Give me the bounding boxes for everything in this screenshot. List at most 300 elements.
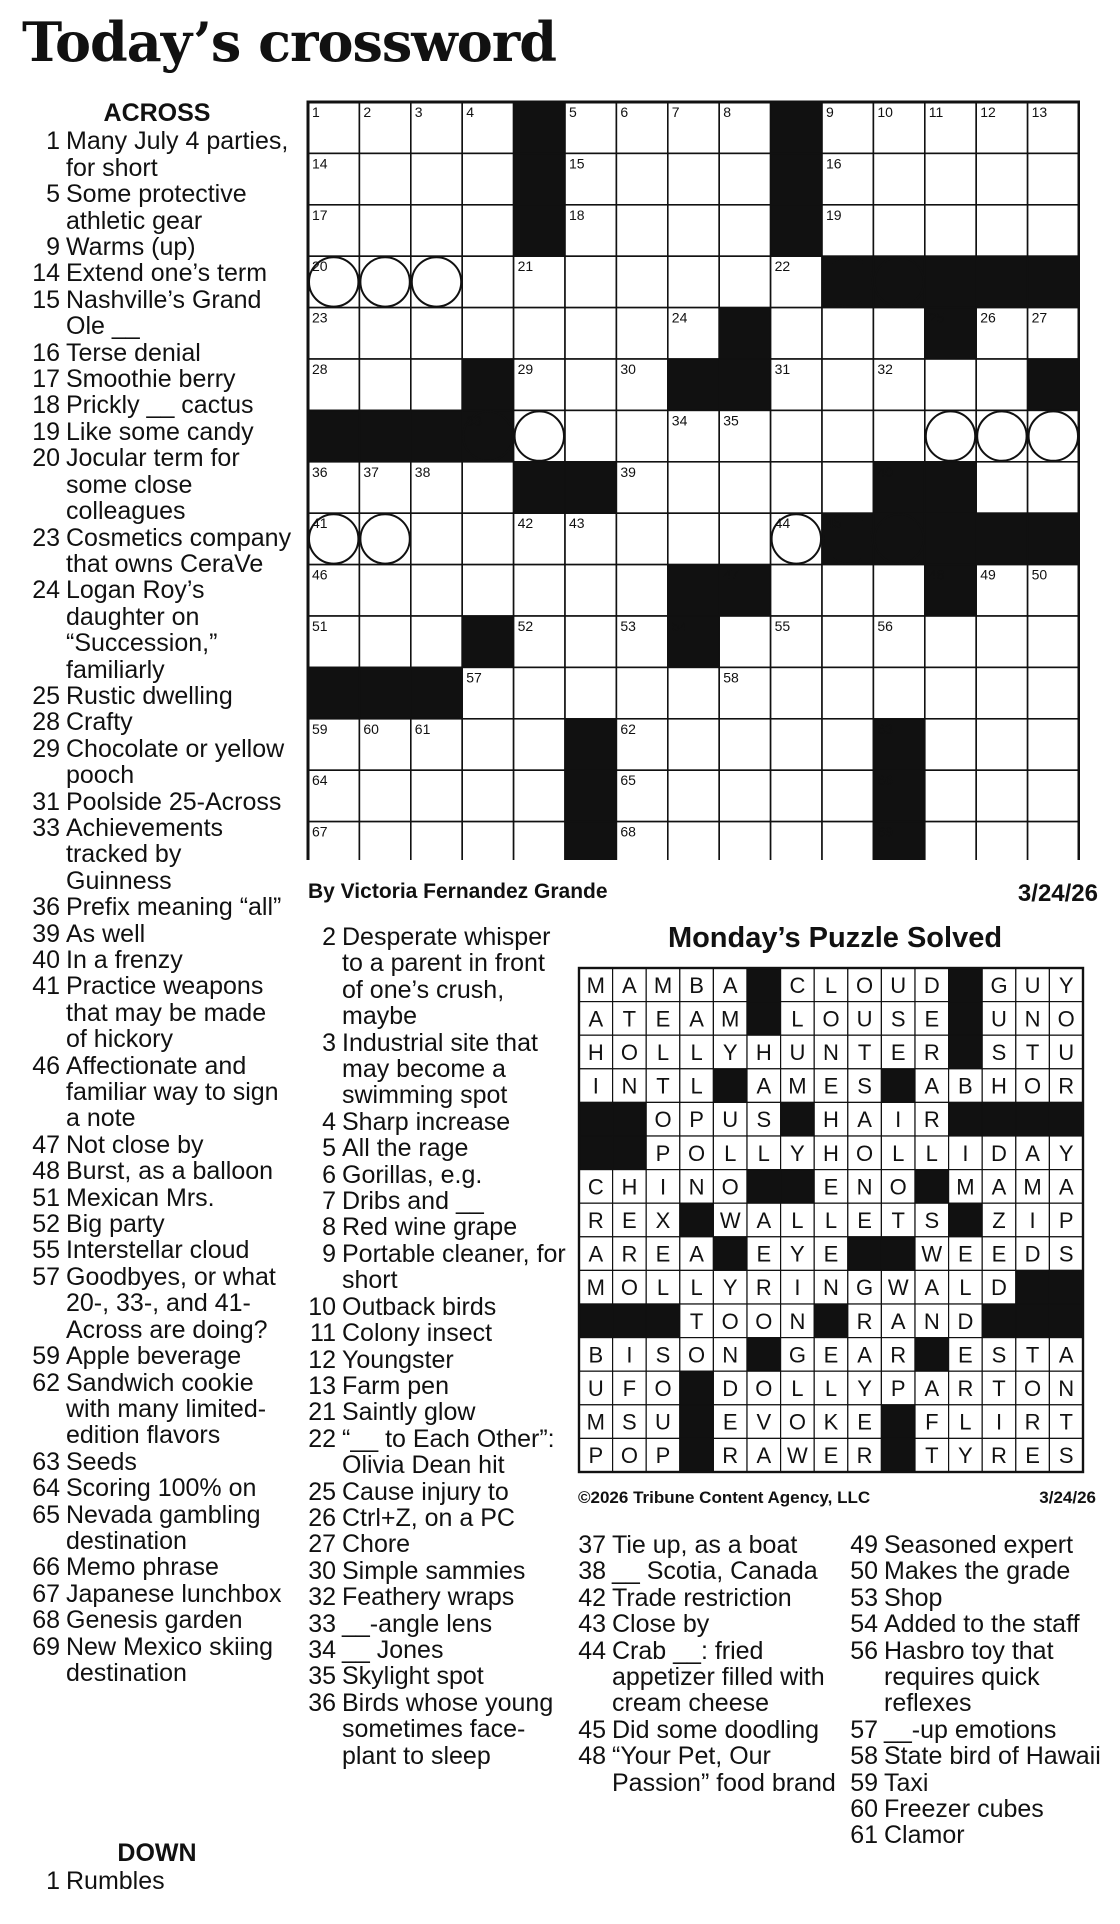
grid-cell[interactable] (925, 616, 976, 667)
grid-cell[interactable] (616, 513, 667, 564)
clue-item[interactable] (300, 1690, 570, 1769)
clue-item[interactable] (22, 1868, 292, 1894)
clue-text: Shop (884, 1583, 943, 1612)
grid-cell[interactable] (411, 616, 462, 667)
grid-cell[interactable] (719, 822, 770, 860)
grid-cell[interactable] (462, 719, 513, 770)
clue-text: Outback birds (342, 1292, 497, 1321)
grid-cell[interactable] (462, 462, 513, 513)
grid-cell[interactable] (462, 308, 513, 359)
cell-number: 60 (363, 720, 379, 737)
grid-cell[interactable] (514, 667, 565, 718)
solution-letter: O (654, 1107, 672, 1133)
clue-text: Skylight spot (342, 1662, 484, 1691)
clue-item[interactable] (300, 1109, 570, 1135)
clue-number: 46 (32, 1051, 60, 1080)
solution-letter: B (588, 1342, 604, 1368)
grid-cell[interactable] (976, 153, 1027, 204)
solution-letter: A (857, 1342, 872, 1368)
cell-number: 36 (312, 463, 328, 480)
solution-letter: S (991, 1342, 1007, 1368)
solution-black-square (915, 1170, 949, 1204)
solution-black-square (881, 1069, 915, 1103)
cell-number: 9 (826, 104, 834, 120)
clue-item[interactable] (22, 789, 292, 815)
clue-item[interactable] (842, 1558, 1112, 1584)
clue-text: Desperate whisper to a parent in front of one’s crush, maybe (342, 923, 551, 1031)
grid-cell[interactable] (925, 770, 976, 821)
grid-cell[interactable] (462, 513, 513, 564)
clue-text: Did some doodling (612, 1715, 820, 1744)
grid-cell[interactable] (359, 359, 410, 410)
grid-cell[interactable] (1028, 770, 1079, 821)
solution-letter: D (991, 1275, 1007, 1301)
grid-cell[interactable] (976, 616, 1027, 667)
clue-item[interactable] (22, 1449, 292, 1475)
clue-item[interactable] (300, 1347, 570, 1373)
cell-number: 55 (774, 618, 791, 634)
clue-item[interactable] (570, 1638, 840, 1717)
solution-letter: E (823, 1174, 839, 1200)
clue-item[interactable] (300, 1373, 570, 1399)
grid-cell[interactable] (411, 308, 462, 359)
clue-item[interactable] (300, 1637, 570, 1663)
grid-cell[interactable] (616, 667, 667, 718)
grid-cell[interactable] (514, 308, 565, 359)
solution-black-square (1016, 1102, 1050, 1136)
solution-letter: E (857, 1208, 872, 1233)
solution-letter: L (757, 1140, 770, 1166)
grid-cell[interactable] (771, 667, 822, 718)
grid-cell[interactable] (668, 462, 719, 513)
clue-item[interactable] (22, 1502, 292, 1555)
clue-number: 6 (322, 1160, 336, 1189)
down-clues-col1 (22, 1836, 292, 1895)
clue-item[interactable] (22, 577, 292, 683)
grid-cell[interactable] (1028, 153, 1079, 204)
solution-letter: U (856, 1006, 873, 1032)
clue-item[interactable] (22, 1237, 292, 1263)
solution-letter: Z (992, 1208, 1006, 1233)
grid-cell[interactable] (668, 822, 719, 860)
clue-item[interactable] (300, 1505, 570, 1531)
grid-cell[interactable] (771, 719, 822, 770)
solution-black-square (1049, 1102, 1083, 1136)
grid-cell[interactable] (873, 308, 924, 359)
grid-cell[interactable] (462, 205, 513, 256)
grid-cell[interactable] (771, 770, 822, 821)
grid-cell[interactable] (1028, 616, 1079, 667)
clue-text: Chocolate or yellow pooch (66, 734, 285, 790)
solution-letter: R (957, 1376, 974, 1401)
grid-cell[interactable] (925, 719, 976, 770)
solution-letter: R (1024, 1409, 1041, 1435)
clue-text: Crafty (66, 708, 133, 737)
solution-letter: R (856, 1308, 873, 1334)
grid-cell[interactable] (719, 205, 770, 256)
grid-cell[interactable] (719, 153, 770, 204)
solution-letter: O (889, 1174, 907, 1200)
grid-cell[interactable] (822, 667, 873, 718)
solution-letter: E (823, 1073, 839, 1099)
clue-item[interactable] (300, 1135, 570, 1161)
grid-cell[interactable] (976, 719, 1027, 770)
clue-item[interactable] (570, 1611, 840, 1637)
cell-number: 63 (877, 720, 893, 737)
grid-cell[interactable] (616, 256, 667, 307)
solution-letter: R (856, 1443, 873, 1469)
grid-cell[interactable] (668, 513, 719, 564)
grid-cell[interactable] (873, 565, 924, 616)
grid-cell[interactable] (719, 616, 770, 667)
solution-letter: H (755, 1040, 772, 1065)
grid-cell[interactable] (719, 719, 770, 770)
solution-black-square (747, 1002, 781, 1036)
solution-letter: L (724, 1140, 737, 1166)
clue-item[interactable] (842, 1796, 1112, 1822)
clue-item[interactable] (300, 924, 570, 1030)
grid-cell[interactable] (822, 770, 873, 821)
solution-letter: O (856, 1140, 874, 1166)
grid-cell[interactable] (668, 770, 719, 821)
grid-cell[interactable] (411, 513, 462, 564)
clue-item[interactable] (570, 1532, 840, 1558)
grid-cell[interactable] (771, 308, 822, 359)
grid-cell[interactable] (976, 770, 1027, 821)
solution-letter: O (721, 1174, 739, 1200)
solution-letter: D (957, 1308, 974, 1334)
clue-item[interactable] (842, 1532, 1112, 1558)
grid-cell[interactable] (411, 770, 462, 821)
solution-letter: O (755, 1376, 773, 1401)
grid-cell[interactable] (411, 822, 462, 860)
solution-letter: R (621, 1241, 638, 1267)
clue-item[interactable] (22, 128, 292, 181)
grid-cell[interactable] (514, 719, 565, 770)
clue-text: Prefix meaning “all” (66, 893, 282, 922)
clue-item[interactable] (22, 525, 292, 578)
solution-letter: U (722, 1107, 739, 1133)
solution-letter: E (823, 1443, 839, 1469)
grid-cell[interactable] (359, 205, 410, 256)
grid-cell[interactable] (873, 410, 924, 461)
clue-item[interactable] (22, 1132, 292, 1158)
black-square (925, 256, 976, 307)
clue-item[interactable] (300, 1663, 570, 1689)
clue-number: 25 (32, 681, 60, 710)
black-square (925, 513, 976, 564)
black-square (514, 205, 565, 256)
clue-number: 42 (578, 1583, 606, 1612)
down-clues-col4 (842, 1532, 1112, 1849)
solution-letter: A (622, 972, 637, 998)
grid-cell[interactable] (411, 565, 462, 616)
grid-cell[interactable] (925, 667, 976, 718)
cell-number: 46 (312, 566, 328, 583)
clue-text: Memo phrase (66, 1553, 219, 1582)
clue-text: Youngster (342, 1345, 454, 1374)
grid-cell[interactable] (771, 822, 822, 860)
cell-number: 43 (569, 515, 585, 532)
clue-number: 32 (308, 1583, 336, 1612)
grid-cell[interactable] (873, 667, 924, 718)
clue-item[interactable] (22, 973, 292, 1052)
clue-item[interactable] (22, 815, 292, 894)
clue-item[interactable] (22, 1053, 292, 1132)
clue-item[interactable] (22, 736, 292, 789)
across-header: ACROSS (103, 99, 211, 127)
cell-number: 69 (877, 823, 893, 840)
grid-cell[interactable] (976, 667, 1027, 718)
clue-item[interactable] (300, 1399, 570, 1425)
clue-item[interactable] (842, 1717, 1112, 1743)
grid-cell[interactable] (616, 153, 667, 204)
clue-text: Achievements tracked by Guinness (66, 813, 224, 895)
grid-cell[interactable] (359, 308, 410, 359)
grid-cell[interactable] (668, 153, 719, 204)
clue-item[interactable] (570, 1743, 840, 1796)
solution-black-square (613, 1304, 647, 1338)
grid-cell[interactable] (822, 822, 873, 860)
clue-item[interactable] (22, 921, 292, 947)
grid-cell[interactable] (822, 462, 873, 513)
clue-item[interactable] (570, 1558, 840, 1584)
grid-cell[interactable] (976, 205, 1027, 256)
clue-item[interactable] (300, 1611, 570, 1637)
solution-letter: T (992, 1376, 1006, 1401)
clue-item[interactable] (22, 287, 292, 340)
clue-item[interactable] (22, 1554, 292, 1580)
clue-item[interactable] (300, 1214, 570, 1240)
clue-text: Portable cleaner, for short (342, 1239, 566, 1295)
clue-item[interactable] (22, 260, 292, 286)
clue-text: Japanese lunchbox (66, 1579, 282, 1608)
grid-cell[interactable] (616, 410, 667, 461)
grid-cell[interactable] (822, 308, 873, 359)
clue-text: __ Jones (342, 1635, 444, 1664)
grid-cell[interactable] (668, 256, 719, 307)
clue-item[interactable] (300, 1584, 570, 1610)
grid-cell[interactable] (925, 205, 976, 256)
clue-text: Terse denial (66, 338, 201, 367)
grid-cell[interactable] (359, 153, 410, 204)
grid-cell[interactable] (462, 256, 513, 307)
clue-item[interactable] (22, 1607, 292, 1633)
grid-cell[interactable] (565, 256, 616, 307)
clue-item[interactable] (22, 1370, 292, 1449)
clue-item[interactable] (22, 234, 292, 260)
clue-number: 54 (850, 1610, 878, 1639)
grid-cell[interactable] (1028, 822, 1079, 860)
clue-item[interactable] (300, 1162, 570, 1188)
grid-cell[interactable] (925, 153, 976, 204)
clue-number: 61 (850, 1821, 878, 1850)
clue-item[interactable] (22, 181, 292, 234)
solution-black-square (1049, 1270, 1083, 1304)
cell-number: 4 (466, 104, 474, 120)
grid-cell[interactable] (411, 205, 462, 256)
clue-item[interactable] (842, 1611, 1112, 1637)
clue-number: 5 (322, 1134, 336, 1163)
solution-letter: L (690, 1040, 703, 1065)
cell-number: 8 (723, 104, 731, 120)
clue-text: Burst, as a balloon (66, 1157, 274, 1186)
grid-cell[interactable] (719, 256, 770, 307)
solution-date: 3/24/26 (1039, 1488, 1096, 1507)
clue-item[interactable] (570, 1717, 840, 1743)
grid-cell[interactable] (1028, 462, 1079, 513)
cell-number: 64 (312, 772, 328, 789)
clue-item[interactable] (22, 419, 292, 445)
clue-item[interactable] (300, 1030, 570, 1109)
grid-cell[interactable] (565, 359, 616, 410)
grid-cell[interactable] (616, 308, 667, 359)
clue-number: 50 (850, 1557, 878, 1586)
clue-item[interactable] (22, 366, 292, 392)
clue-text: Extend one’s term (66, 259, 268, 288)
clue-item[interactable] (22, 445, 292, 524)
cell-number: 30 (620, 361, 636, 377)
clue-item[interactable] (300, 1320, 570, 1346)
grid-cell[interactable] (771, 462, 822, 513)
solution-letter: E (958, 1241, 973, 1267)
crossword-grid[interactable] (306, 100, 1080, 860)
clue-item[interactable] (22, 1158, 292, 1184)
grid-cell[interactable] (1028, 667, 1079, 718)
clue-item[interactable] (22, 1634, 292, 1687)
clue-item[interactable] (300, 1558, 570, 1584)
clue-item[interactable] (300, 1294, 570, 1320)
grid-cell[interactable] (359, 565, 410, 616)
clue-item[interactable] (842, 1822, 1112, 1848)
grid-cell[interactable] (359, 616, 410, 667)
solution-letter: A (924, 1376, 940, 1401)
solution-letter: O (856, 972, 874, 998)
grid-cell[interactable] (668, 667, 719, 718)
grid-cell[interactable] (565, 565, 616, 616)
solution-letter: A (722, 972, 738, 998)
clue-item[interactable] (22, 947, 292, 973)
clue-item[interactable] (22, 1475, 292, 1501)
grid-cell[interactable] (565, 410, 616, 461)
grid-cell[interactable] (462, 822, 513, 860)
clue-item[interactable] (300, 1531, 570, 1557)
cell-number: 32 (877, 361, 893, 377)
solution-letter: H (991, 1073, 1007, 1099)
clue-item[interactable] (300, 1241, 570, 1294)
clue-item[interactable] (842, 1770, 1112, 1796)
clue-item[interactable] (22, 1343, 292, 1369)
clue-item[interactable] (22, 1581, 292, 1607)
solution-letter: P (1058, 1208, 1074, 1233)
cell-number: 17 (312, 206, 328, 223)
grid-cell[interactable] (565, 308, 616, 359)
grid-cell[interactable] (1028, 205, 1079, 256)
clue-item[interactable] (842, 1743, 1112, 1769)
grid-cell[interactable] (411, 153, 462, 204)
grid-cell[interactable] (771, 565, 822, 616)
cell-number: 34 (671, 412, 688, 429)
grid-cell[interactable] (514, 770, 565, 821)
grid-cell[interactable] (719, 462, 770, 513)
clue-item[interactable] (22, 340, 292, 366)
cell-number: 15 (569, 155, 585, 172)
grid-cell[interactable] (873, 205, 924, 256)
grid-cell[interactable] (462, 153, 513, 204)
grid-cell[interactable] (565, 667, 616, 718)
grid-cell[interactable] (411, 359, 462, 410)
clue-item[interactable] (300, 1188, 570, 1214)
clue-item[interactable] (22, 1185, 292, 1211)
solution-black-square (713, 1069, 747, 1103)
grid-cell[interactable] (359, 822, 410, 860)
grid-cell[interactable] (616, 565, 667, 616)
clue-item[interactable] (842, 1638, 1112, 1717)
clue-item[interactable] (842, 1585, 1112, 1611)
grid-cell[interactable] (668, 719, 719, 770)
solution-letter: M (586, 1275, 605, 1301)
grid-cell[interactable] (822, 565, 873, 616)
solution-black-square (680, 1438, 714, 1472)
grid-cell[interactable] (873, 153, 924, 204)
clue-item[interactable] (22, 1211, 292, 1237)
grid-cell[interactable] (1028, 719, 1079, 770)
clue-number: 16 (32, 338, 60, 367)
black-square (1028, 513, 1079, 564)
grid-cell[interactable] (668, 205, 719, 256)
grid-cell[interactable] (976, 462, 1027, 513)
grid-cell[interactable] (565, 616, 616, 667)
black-square (565, 719, 616, 770)
grid-cell[interactable] (822, 616, 873, 667)
grid-cell[interactable] (822, 719, 873, 770)
clue-item[interactable] (300, 1479, 570, 1505)
clue-item[interactable] (300, 1426, 570, 1479)
clue-number: 68 (32, 1606, 60, 1635)
grid-cell[interactable] (925, 822, 976, 860)
clue-item[interactable] (22, 709, 292, 735)
clue-item[interactable] (22, 683, 292, 709)
clue-text: Smoothie berry (66, 365, 236, 394)
clue-item[interactable] (22, 392, 292, 418)
clue-number: 25 (308, 1477, 336, 1506)
grid-cell[interactable] (925, 359, 976, 410)
clue-item[interactable] (570, 1585, 840, 1611)
clue-text: Close by (612, 1610, 710, 1639)
grid-cell[interactable] (514, 822, 565, 860)
clue-text: __ Scotia, Canada (612, 1557, 818, 1586)
solution-letter: S (655, 1342, 671, 1368)
grid-cell[interactable] (616, 205, 667, 256)
grid-cell[interactable] (462, 770, 513, 821)
grid-cell[interactable] (514, 565, 565, 616)
clue-item[interactable] (22, 894, 292, 920)
grid-cell[interactable] (359, 770, 410, 821)
solution-letter: M (956, 1174, 975, 1200)
solution-letter: K (823, 1409, 839, 1435)
grid-cell[interactable] (976, 822, 1027, 860)
grid-cell[interactable] (976, 359, 1027, 410)
grid-cell[interactable] (719, 513, 770, 564)
grid-cell[interactable] (771, 410, 822, 461)
grid-cell[interactable] (462, 565, 513, 616)
grid-cell[interactable] (822, 359, 873, 410)
clue-item[interactable] (22, 1264, 292, 1343)
grid-cell[interactable] (719, 770, 770, 821)
grid-cell[interactable] (822, 410, 873, 461)
clue-number: 14 (32, 259, 60, 288)
clue-number: 63 (32, 1447, 60, 1476)
